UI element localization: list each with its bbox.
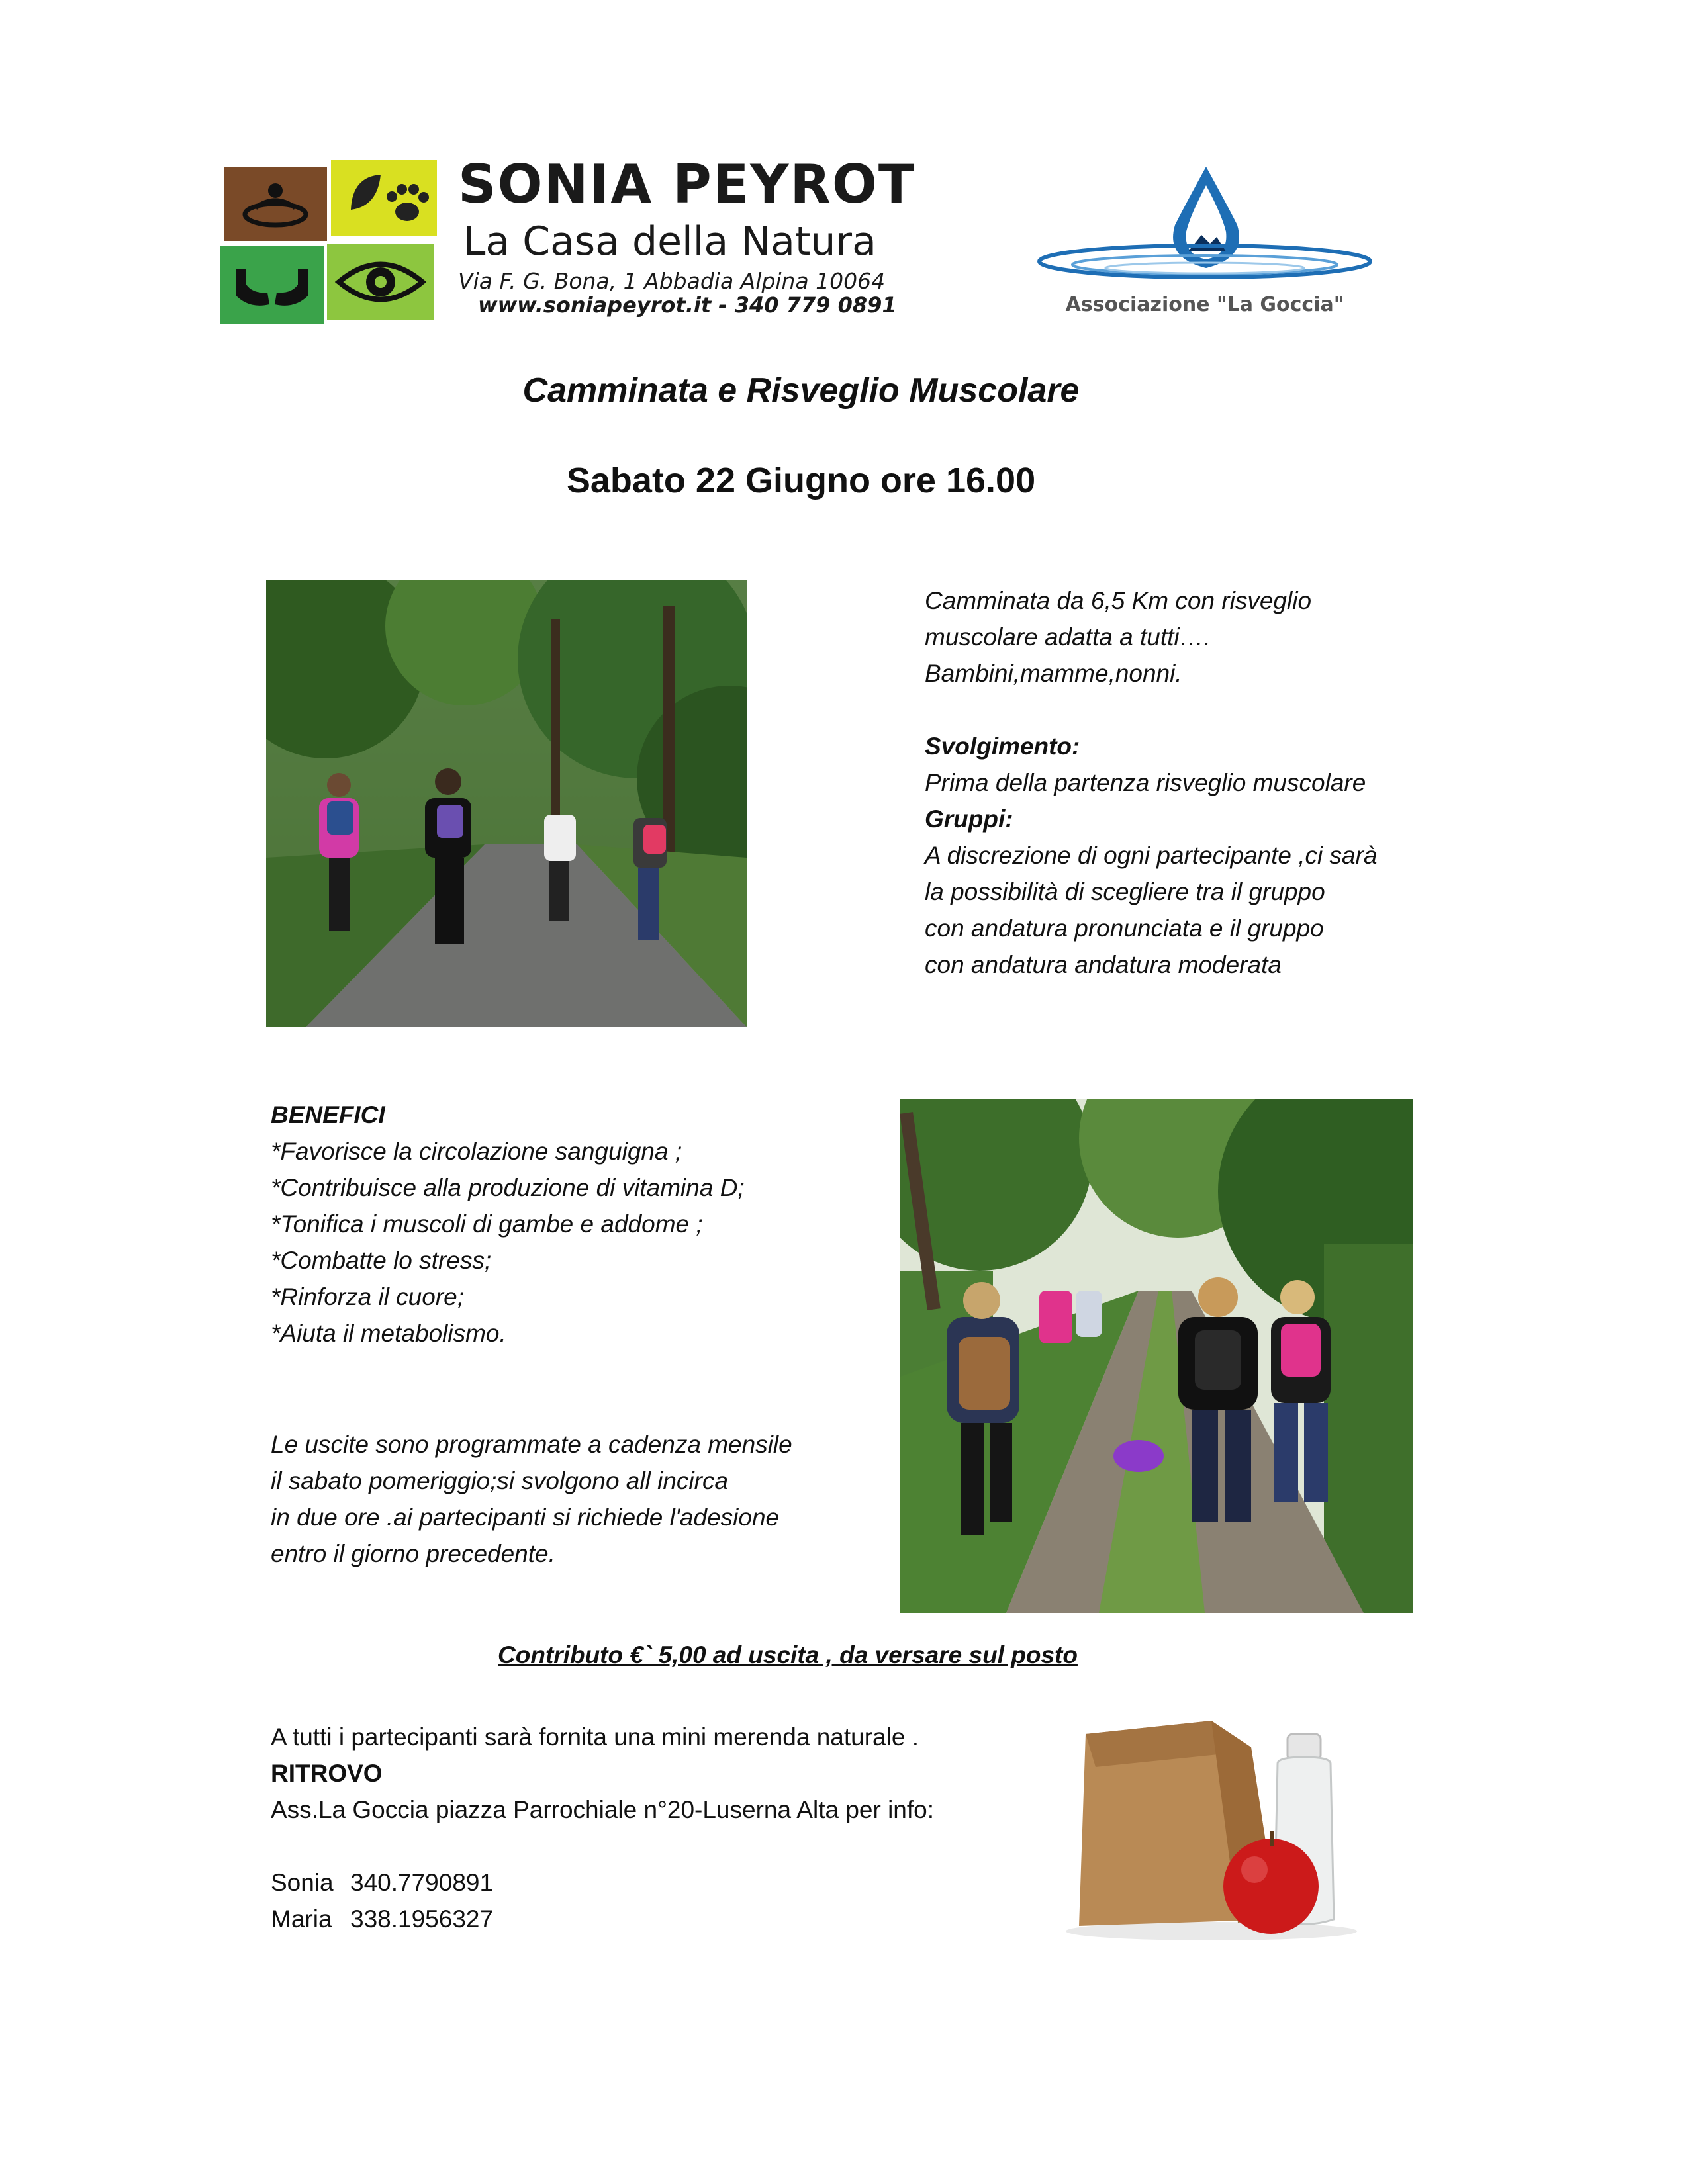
benefit-item: *Combatte lo stress; [271, 1247, 492, 1274]
benefit-item: *Aiuta il metabolismo. [271, 1320, 506, 1347]
svolgimento-text: Prima della partenza risveglio muscolare [925, 769, 1366, 796]
gruppi-label: Gruppi: [925, 805, 1013, 833]
benefit-item: *Contribuisce alla produzione di vitamina D; [271, 1174, 745, 1201]
contact-sonia [271, 1864, 934, 1901]
description-line: Bambini,mamme,nonni. [925, 660, 1182, 687]
svolgimento-label: Svolgimento: [925, 733, 1080, 760]
benefit-item: *Tonifica i muscoli di gambe e addome ; [271, 1210, 703, 1238]
ritrovo-section [271, 1719, 934, 1937]
brand-address: Via F. G. Bona, 1 Abbadia Alpina 10064 [458, 268, 886, 294]
walkers-photo-1 [266, 580, 747, 1027]
benefici-label: BENEFICI [271, 1101, 385, 1128]
association-name: Associazione "La Goccia" [1065, 293, 1344, 316]
ritrovo-label: RITROVO [271, 1760, 383, 1787]
benefit-item: *Favorisce la circolazione sanguigna ; [271, 1138, 682, 1165]
gruppi-line: A discrezione di ogni partecipante ,ci sarà [925, 842, 1378, 869]
gruppi-line: con andatura pronunciata e il gruppo [925, 915, 1324, 942]
contact-name: Sonia [271, 1869, 334, 1896]
contact-name: Maria [271, 1905, 332, 1933]
merenda-note: A tutti i partecipanti sarà fornita una mini merenda naturale . [271, 1723, 919, 1751]
contact-maria [271, 1901, 934, 1937]
schedule-text [271, 1426, 792, 1572]
water-drop-icon [1033, 159, 1377, 291]
event-description [925, 582, 1378, 983]
leaf-paw-icon [331, 160, 437, 236]
walkers-photo-2 [900, 1099, 1413, 1613]
hands-icon [220, 246, 324, 324]
contact-phone: 340.7790891 [350, 1869, 494, 1896]
eye-icon [327, 244, 434, 320]
benefit-item: *Rinforza il cuore; [271, 1283, 465, 1310]
contact-phone: 338.1956327 [350, 1905, 494, 1933]
brand-name: SONIA PEYROT [458, 154, 916, 215]
schedule-line: Le uscite sono programmate a cadenza mensile [271, 1431, 792, 1458]
snack-bag-image [1059, 1707, 1370, 1946]
ritrovo-address: Ass.La Goccia piazza Parrochiale n°20-Luserna Alta per info: [271, 1796, 935, 1823]
schedule-line: il sabato pomeriggio;si svolgono all incirca [271, 1467, 729, 1494]
description-line: muscolare adatta a tutti…. [925, 623, 1211, 651]
description-line: Camminata da 6,5 Km con risveglio [925, 587, 1312, 614]
schedule-line: entro il giorno precedente. [271, 1540, 555, 1567]
contribution-note: Contributo €` 5,00 ad uscita , da versare sul posto [498, 1641, 1078, 1668]
schedule-line: in due ore .ai partecipanti si richiede l'adesione [271, 1504, 780, 1531]
association-logo [1033, 159, 1377, 291]
gruppi-line: con andatura andatura moderata [925, 951, 1282, 978]
brand-web-phone: www.soniapeyrot.it - 340 779 0891 [478, 293, 897, 318]
brand-subtitle: La Casa della Natura [463, 218, 876, 265]
gruppi-line: la possibilità di scegliere tra il gruppo [925, 878, 1325, 905]
event-date: Sabato 22 Giugno ore 16.00 [566, 461, 1036, 500]
massage-icon [224, 167, 327, 241]
event-title: Camminata e Risveglio Muscolare [522, 371, 1080, 410]
benefici-section [271, 1097, 745, 1351]
